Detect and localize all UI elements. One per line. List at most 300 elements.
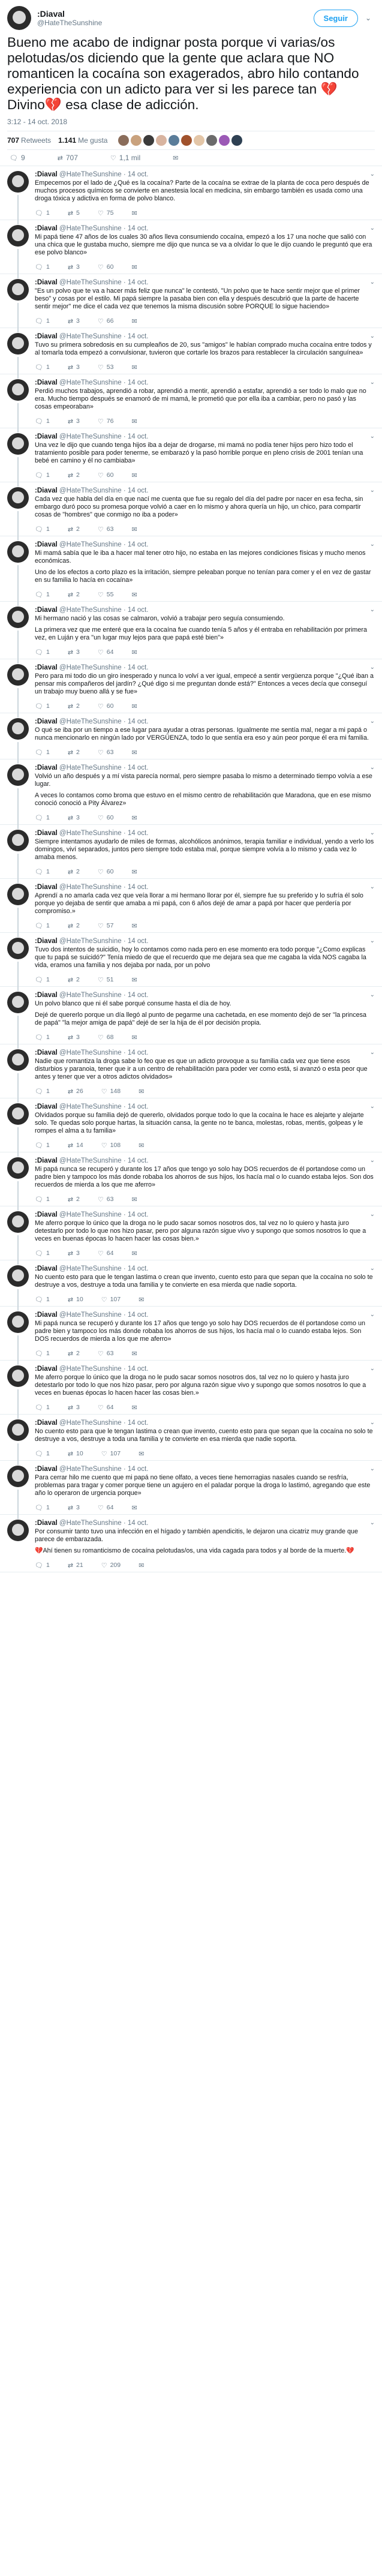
reply-count: 1 [46, 702, 50, 710]
message-button[interactable] [131, 976, 137, 984]
author-handle[interactable]: @HateTheSunshine · 14 oct. [59, 279, 149, 286]
reply-button[interactable] [35, 209, 50, 217]
like-button[interactable] [98, 209, 114, 217]
avatar[interactable] [7, 333, 29, 355]
avatar[interactable] [7, 1265, 29, 1287]
author-handle[interactable]: @HateTheSunshine · 14 oct. [59, 1311, 149, 1319]
reply-actions [35, 919, 375, 932]
author-display-name[interactable]: :Diaval [35, 1265, 59, 1272]
chevron-down-icon[interactable]: ⌄ [365, 14, 372, 22]
main-tweet-timestamp[interactable]: 3:12 - 14 oct. 2018 [7, 118, 68, 126]
reply-icon: 🗨︎ [35, 1350, 43, 1358]
reply-text [35, 179, 375, 203]
retweet-button[interactable] [68, 1350, 80, 1358]
avatar[interactable] [7, 938, 29, 959]
retweet-button[interactable] [68, 922, 80, 930]
author-display-name[interactable]: :Diaval [35, 764, 59, 771]
chevron-down-icon[interactable]: ⌄ [369, 1211, 375, 1218]
author-handle[interactable]: @HateTheSunshine · 14 oct. [59, 607, 149, 614]
chevron-down-icon[interactable]: ⌄ [369, 171, 375, 178]
chevron-down-icon[interactable]: ⌄ [369, 1520, 375, 1526]
chevron-down-icon[interactable]: ⌄ [369, 1157, 375, 1164]
retweet-button[interactable] [68, 364, 80, 371]
author-display-name[interactable]: :Diaval [35, 1466, 59, 1473]
reply-text [35, 838, 375, 861]
author-handle[interactable]: @HateTheSunshine · 14 oct. [59, 333, 149, 340]
liker-avatar[interactable] [156, 135, 167, 146]
avatar[interactable] [7, 1049, 29, 1071]
reply-text [35, 496, 375, 519]
message-button[interactable] [139, 1450, 144, 1458]
like-button[interactable] [101, 1562, 121, 1569]
reply-button[interactable] [35, 749, 50, 756]
chevron-down-icon[interactable]: ⌄ [369, 607, 375, 613]
like-button[interactable] [98, 1350, 114, 1358]
chevron-down-icon[interactable]: ⌄ [369, 992, 375, 998]
author-display-name[interactable]: :Diaval [35, 830, 59, 837]
author-display-name[interactable]: :Diaval [35, 1365, 59, 1373]
reply-button[interactable] [35, 263, 50, 271]
retweet-button[interactable]: ⇄ 707 [57, 154, 78, 162]
liker-avatar[interactable] [169, 135, 179, 146]
author-display-name[interactable]: :Diaval [37, 9, 65, 19]
reply-button[interactable] [35, 418, 50, 425]
message-button[interactable] [139, 1562, 144, 1569]
like-button[interactable] [98, 364, 114, 371]
chevron-down-icon[interactable]: ⌄ [369, 764, 375, 771]
chevron-down-icon[interactable]: ⌄ [369, 1265, 375, 1272]
retweet-button[interactable] [68, 1562, 83, 1569]
like-button[interactable] [98, 702, 114, 710]
chevron-down-icon[interactable]: ⌄ [369, 1311, 375, 1318]
like-count: 53 [106, 364, 114, 371]
author-handle[interactable]: @HateTheSunshine · 14 oct. [59, 171, 149, 178]
like-count: 64 [106, 1404, 114, 1411]
author-display-name[interactable]: :Diaval [35, 171, 59, 178]
author-display-name[interactable]: :Diaval [35, 607, 59, 614]
reply-tweet[interactable] [0, 1415, 382, 1461]
chevron-down-icon[interactable]: ⌄ [369, 718, 375, 725]
reply-icon: 🗨︎ [35, 1088, 43, 1095]
message-button[interactable] [131, 922, 137, 930]
author-display-name[interactable]: :Diaval [35, 718, 59, 725]
author-display-name[interactable]: :Diaval [35, 433, 59, 440]
reply-actions [35, 588, 375, 601]
retweet-button[interactable] [68, 472, 80, 479]
reply-tweet[interactable] [0, 602, 382, 659]
reply-tweet[interactable] [0, 1515, 382, 1572]
liker-avatars[interactable] [118, 135, 244, 146]
reply-button[interactable] [35, 1142, 50, 1149]
avatar[interactable] [7, 1419, 29, 1441]
reply-count: 1 [46, 1350, 50, 1357]
reply-button[interactable] [35, 1250, 50, 1257]
author-handle[interactable]: @HateTheSunshine · 14 oct. [59, 541, 149, 548]
like-button[interactable] [98, 1504, 114, 1512]
message-button[interactable] [131, 263, 137, 271]
liker-avatar[interactable] [181, 135, 192, 146]
reply-text [35, 892, 375, 915]
avatar[interactable] [7, 884, 29, 905]
retweet-button[interactable] [68, 418, 80, 425]
reply-button[interactable] [35, 526, 50, 533]
chevron-down-icon[interactable]: ⌄ [369, 225, 375, 232]
message-button[interactable] [131, 1504, 137, 1512]
author-display-name[interactable]: :Diaval [35, 992, 59, 999]
liker-avatar[interactable] [231, 135, 242, 146]
like-button[interactable] [101, 1450, 121, 1458]
author-handle[interactable]: @HateTheSunshine · 14 oct. [59, 938, 149, 945]
retweet-icon: ⇄ [67, 702, 74, 710]
avatar[interactable] [7, 279, 29, 301]
author-handle[interactable]: @HateTheSunshine · 14 oct. [59, 487, 149, 494]
reply-count: 1 [46, 976, 50, 983]
reply-paragraph: Aprendí a no amarla cada vez que veía llorar a mi hermano llorar por él, siempre fue su preferido y lo sufría él solo porque yo dejaba de sentir que amaba a mi papá, con 6 años dejé de amar a papá por hacer que perdería por compromiso.» [35, 892, 363, 915]
like-button[interactable] [98, 317, 114, 325]
author-handle[interactable]: @HateTheSunshine · 14 oct. [59, 664, 149, 671]
author-display-name[interactable]: :Diaval [35, 1520, 59, 1527]
like-button[interactable] [98, 418, 114, 425]
author-display-name[interactable]: :Diaval [35, 379, 59, 386]
reply-icon: 🗨︎ [35, 472, 43, 479]
chevron-down-icon[interactable]: ⌄ [369, 664, 375, 671]
reply-button[interactable] [35, 1088, 50, 1095]
retweet-icon: ⇄ [67, 364, 74, 371]
message-button[interactable] [139, 1142, 144, 1149]
reply-text [35, 388, 375, 411]
reply-button[interactable]: 🗨︎ 9 [10, 154, 25, 162]
retweet-button[interactable] [68, 976, 80, 984]
thread-replies [0, 166, 382, 1572]
author-handle[interactable]: @HateTheSunshine · 14 oct. [59, 1365, 149, 1373]
chevron-down-icon[interactable]: ⌄ [369, 333, 375, 340]
avatar[interactable] [7, 1311, 29, 1333]
avatar[interactable] [7, 225, 29, 247]
message-button[interactable] [131, 418, 137, 425]
reply-header [35, 607, 375, 614]
liker-avatar[interactable] [118, 135, 129, 146]
retweet-button[interactable] [68, 526, 80, 533]
author-handle[interactable]: @HateTheSunshine · 14 oct. [59, 884, 149, 891]
envelope-icon: ✉ [131, 317, 137, 325]
avatar[interactable] [7, 830, 29, 851]
author-display-name[interactable]: :Diaval [35, 487, 59, 494]
heart-icon: ♡ [101, 1088, 107, 1095]
heart-icon: ♡ [97, 814, 104, 822]
reply-text [35, 1274, 375, 1289]
avatar[interactable] [7, 1365, 29, 1387]
like-button[interactable] [98, 472, 114, 479]
liker-avatar[interactable] [131, 135, 142, 146]
retweet-button[interactable] [68, 648, 80, 656]
author-display-name[interactable]: :Diaval [35, 1419, 59, 1427]
envelope-icon: ✉ [173, 154, 179, 162]
author-handle[interactable]: @HateTheSunshine · 14 oct. [59, 830, 149, 837]
liker-avatar[interactable] [194, 135, 204, 146]
author-display-name[interactable]: :Diaval [35, 225, 59, 232]
like-button[interactable] [98, 922, 114, 930]
like-count[interactable]: 1.141 Me gusta [58, 136, 108, 145]
chevron-down-icon[interactable]: ⌄ [369, 541, 375, 548]
like-button[interactable] [98, 263, 114, 271]
reply-button[interactable] [35, 364, 50, 371]
chevron-down-icon[interactable]: ⌄ [369, 1466, 375, 1472]
message-button[interactable] [131, 1034, 137, 1041]
reply-button[interactable] [35, 814, 50, 822]
reply-paragraph: Mi mamá sabía que le iba a hacer mal tener otro hijo, no estaba en las mejores condiciones físicas y mucho menos económicas. [35, 550, 366, 565]
avatar[interactable] [7, 6, 31, 30]
message-button[interactable] [131, 1404, 137, 1412]
retweet-button[interactable] [68, 591, 80, 599]
reply-header [35, 1211, 375, 1218]
message-button[interactable] [131, 364, 137, 371]
message-button[interactable] [131, 1196, 137, 1203]
reply-count: 1 [46, 648, 50, 656]
reply-tweet[interactable] [0, 274, 382, 328]
retweet-button[interactable] [68, 868, 80, 876]
retweet-count[interactable]: 707 Retweets [7, 136, 52, 145]
retweet-button[interactable] [68, 1504, 80, 1512]
envelope-icon: ✉ [131, 1034, 137, 1041]
author-handle[interactable]: @HateTheSunshine · 14 oct. [59, 1466, 149, 1473]
reply-tweet[interactable] [0, 713, 382, 759]
author-display-name[interactable]: :Diaval [35, 1311, 59, 1319]
like-button[interactable] [101, 1142, 121, 1149]
retweet-button[interactable] [68, 1450, 83, 1458]
avatar[interactable] [7, 379, 29, 401]
like-button[interactable] [101, 1088, 121, 1095]
message-button[interactable] [173, 154, 178, 162]
reply-tweet[interactable] [0, 825, 382, 879]
reply-button[interactable] [35, 1562, 50, 1569]
author-handle[interactable]: @HateTheSunshine · 14 oct. [59, 992, 149, 999]
liker-avatar[interactable] [143, 135, 154, 146]
retweet-button[interactable] [68, 1142, 83, 1149]
reply-button[interactable] [35, 1196, 50, 1203]
message-button[interactable] [131, 1250, 137, 1257]
reply-button[interactable] [35, 317, 50, 325]
retweet-button[interactable] [68, 1404, 80, 1412]
reply-tweet[interactable] [0, 220, 382, 274]
author-handle[interactable]: @HateTheSunshine · 14 oct. [59, 379, 149, 386]
chevron-down-icon[interactable]: ⌄ [369, 487, 375, 494]
retweet-count: 2 [76, 922, 80, 929]
message-button[interactable] [131, 526, 137, 533]
reply-tweet[interactable] [0, 1461, 382, 1515]
retweet-button[interactable] [68, 749, 80, 756]
reply-button[interactable] [35, 868, 50, 876]
message-button[interactable] [131, 317, 137, 325]
message-button[interactable] [139, 1088, 144, 1095]
like-button[interactable]: ♡ 1,1 mil [110, 154, 141, 162]
reply-tweet[interactable] [0, 166, 382, 220]
retweet-button[interactable] [68, 1196, 80, 1203]
reply-tweet[interactable] [0, 1307, 382, 1361]
avatar[interactable] [7, 1157, 29, 1179]
reply-button[interactable] [35, 1504, 50, 1512]
author-handle[interactable]: @HateTheSunshine · 14 oct. [59, 225, 149, 232]
like-button[interactable] [98, 1250, 114, 1257]
avatar[interactable] [7, 433, 29, 455]
reply-tweet[interactable] [0, 374, 382, 428]
reply-tweet[interactable] [0, 1044, 382, 1098]
reply-button[interactable] [35, 702, 50, 710]
author-display-name[interactable]: :Diaval [35, 1049, 59, 1056]
retweet-button[interactable] [68, 1088, 83, 1095]
reply-button[interactable] [35, 976, 50, 984]
like-button[interactable] [98, 814, 114, 822]
like-count: 75 [106, 209, 114, 217]
reply-tweet[interactable] [0, 987, 382, 1044]
retweet-button[interactable] [68, 1034, 80, 1041]
chevron-down-icon[interactable]: ⌄ [369, 433, 375, 440]
reply-tweet[interactable] [0, 933, 382, 987]
chevron-down-icon[interactable]: ⌄ [369, 938, 375, 944]
author-display-name[interactable]: :Diaval [35, 279, 59, 286]
message-button[interactable] [131, 868, 137, 876]
reply-tweet[interactable] [0, 1098, 382, 1152]
author-display-name[interactable]: :Diaval [35, 541, 59, 548]
reply-button[interactable] [35, 922, 50, 930]
reply-tweet[interactable] [0, 1260, 382, 1307]
message-button[interactable] [131, 702, 137, 710]
reply-text [35, 1320, 375, 1343]
follow-button[interactable]: Seguir [314, 10, 358, 27]
envelope-icon: ✉ [131, 1504, 137, 1512]
message-button[interactable] [131, 209, 137, 217]
avatar[interactable] [7, 718, 29, 740]
chevron-down-icon[interactable]: ⌄ [369, 884, 375, 890]
author-handle[interactable]: @HateTheSunshine · 14 oct. [59, 1049, 149, 1056]
reply-tweet[interactable] [0, 1152, 382, 1206]
author-handle[interactable]: @HateTheSunshine · 14 oct. [59, 1265, 149, 1272]
reply-tweet[interactable] [0, 328, 382, 374]
reply-button[interactable] [35, 472, 50, 479]
reply-tweet[interactable] [0, 1206, 382, 1260]
retweet-button[interactable] [68, 814, 80, 822]
message-button[interactable] [131, 472, 137, 479]
author-handle[interactable]: @HateTheSunshine · 14 oct. [59, 1520, 149, 1527]
message-button[interactable] [131, 648, 137, 656]
like-button[interactable] [98, 749, 114, 756]
message-button[interactable] [139, 1296, 144, 1304]
like-button[interactable] [98, 1196, 114, 1203]
author-handle[interactable]: @HateTheSunshine · 14 oct. [59, 718, 149, 725]
author-display-name[interactable]: :Diaval [35, 664, 59, 671]
author-display-name[interactable]: :Diaval [35, 1103, 59, 1110]
author-handle[interactable]: @HateTheSunshine · 14 oct. [59, 433, 149, 440]
chevron-down-icon[interactable]: ⌄ [369, 1419, 375, 1426]
reply-actions [35, 1247, 375, 1260]
reply-tweet[interactable] [0, 1361, 382, 1415]
message-button[interactable] [131, 1350, 137, 1358]
retweet-button[interactable] [68, 702, 80, 710]
liker-avatar[interactable] [219, 135, 230, 146]
retweet-button[interactable] [68, 317, 80, 325]
chevron-down-icon[interactable]: ⌄ [369, 1049, 375, 1056]
retweet-count: 3 [76, 1404, 80, 1411]
reply-button[interactable] [35, 648, 50, 656]
reply-tweet[interactable] [0, 759, 382, 825]
reply-body [35, 1311, 375, 1360]
reply-button[interactable] [35, 591, 50, 599]
reply-icon: 🗨︎ [35, 1250, 43, 1257]
author-handle[interactable]: @HateTheSunshine · 14 oct. [59, 1419, 149, 1427]
heart-icon: ♡ [97, 209, 104, 217]
author-handle[interactable]: @HateTheSunshine · 14 oct. [59, 764, 149, 771]
author-display-name[interactable]: :Diaval [35, 333, 59, 340]
reply-tweet[interactable] [0, 659, 382, 713]
retweet-button[interactable] [68, 209, 80, 217]
author-display-name[interactable]: :Diaval [35, 938, 59, 945]
avatar[interactable] [7, 541, 29, 563]
reply-text [35, 773, 375, 807]
like-button[interactable] [98, 976, 114, 984]
avatar[interactable] [7, 764, 29, 786]
like-button[interactable] [98, 868, 114, 876]
like-button[interactable] [98, 526, 114, 533]
author-handle[interactable]: @HateTheSunshine · 14 oct. [59, 1211, 149, 1218]
message-button[interactable] [131, 591, 137, 599]
chevron-down-icon[interactable]: ⌄ [369, 1103, 375, 1110]
heart-icon: ♡ [97, 364, 104, 371]
chevron-down-icon[interactable]: ⌄ [369, 830, 375, 836]
avatar[interactable] [7, 1466, 29, 1487]
avatar[interactable] [7, 487, 29, 509]
liker-avatar[interactable] [206, 135, 217, 146]
chevron-down-icon[interactable]: ⌄ [369, 1365, 375, 1372]
avatar[interactable] [7, 607, 29, 628]
retweet-button[interactable] [68, 263, 80, 271]
reply-tweet[interactable] [0, 879, 382, 933]
retweet-button[interactable] [68, 1250, 80, 1257]
like-button[interactable] [98, 648, 114, 656]
message-button[interactable] [131, 814, 137, 822]
reply-button[interactable] [35, 1404, 50, 1412]
author-handle[interactable]: @HateTheSunshine · 14 oct. [59, 1103, 149, 1110]
author-display-name[interactable]: :Diaval [35, 884, 59, 891]
message-button[interactable] [131, 749, 137, 756]
avatar[interactable] [7, 664, 29, 686]
author-display-name[interactable]: :Diaval [35, 1157, 59, 1164]
like-button[interactable] [98, 1034, 114, 1041]
retweet-button[interactable] [68, 1296, 83, 1304]
author-handle[interactable]: @HateTheSunshine · 14 oct. [59, 1157, 149, 1164]
reply-button[interactable] [35, 1296, 50, 1304]
author-display-name[interactable]: :Diaval [35, 1211, 59, 1218]
reply-actions [35, 523, 375, 536]
avatar[interactable] [7, 1520, 29, 1541]
like-button[interactable] [98, 1404, 114, 1412]
avatar[interactable] [7, 171, 29, 193]
author-handle[interactable]: @HateTheSunshine [37, 19, 103, 27]
reply-tweet[interactable] [0, 482, 382, 536]
avatar[interactable] [7, 1103, 29, 1125]
reply-button[interactable] [35, 1034, 50, 1041]
retweet-icon: ⇄ [67, 418, 74, 425]
like-button[interactable] [101, 1296, 121, 1304]
chevron-down-icon[interactable]: ⌄ [369, 279, 375, 286]
envelope-icon: ✉ [131, 922, 137, 930]
reply-button[interactable] [35, 1450, 50, 1458]
reply-button[interactable] [35, 1350, 50, 1358]
like-button[interactable] [98, 591, 114, 599]
avatar[interactable] [7, 1211, 29, 1233]
chevron-down-icon[interactable]: ⌄ [369, 379, 375, 386]
reply-tweet[interactable] [0, 536, 382, 602]
reply-tweet[interactable] [0, 428, 382, 482]
avatar[interactable] [7, 992, 29, 1013]
